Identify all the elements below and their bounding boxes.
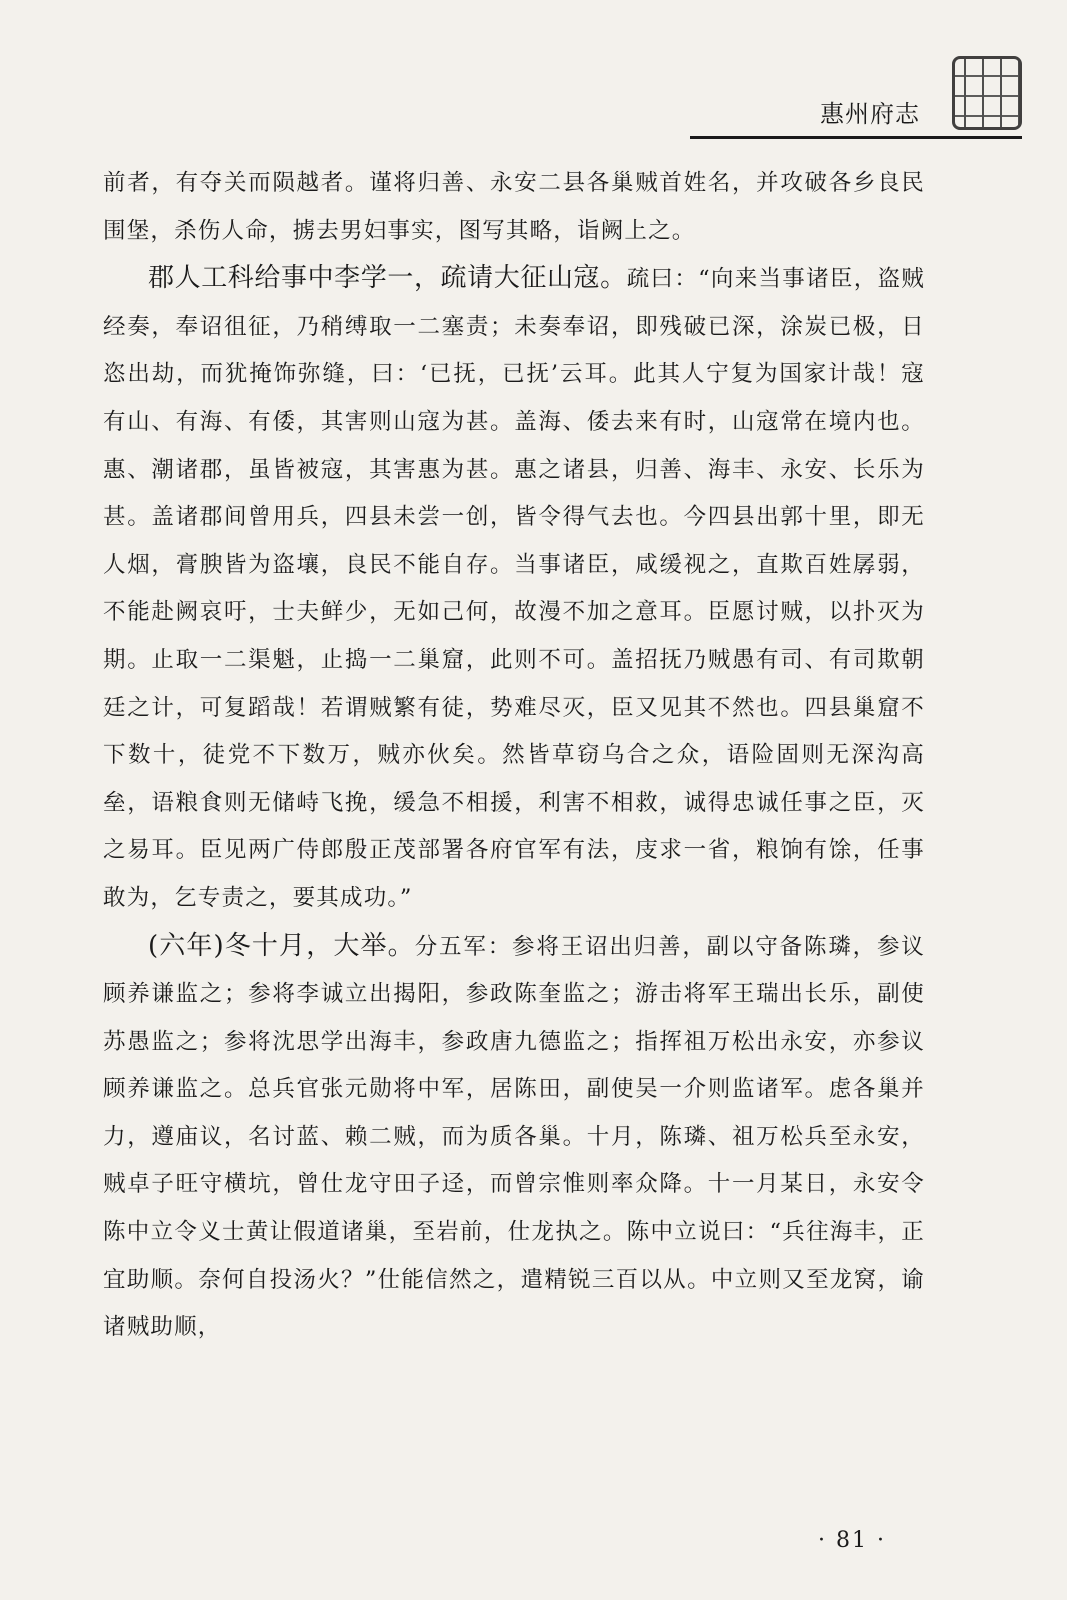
paragraph-text: 前者，有夺关而陨越者。谨将归善、永安二县各巢贼首姓名，并攻破各乡良民围堡，杀伤人命，掳去男妇事实，图写其略，诣阙上之。 bbox=[103, 170, 925, 244]
paragraph bbox=[103, 255, 925, 922]
paragraph-continued bbox=[103, 160, 925, 255]
header-rule bbox=[690, 136, 1022, 139]
seal-stamp-icon bbox=[952, 56, 1022, 130]
paragraph-lead: 郡人工科给事中李学一，疏请大征山寇。 bbox=[148, 263, 627, 294]
page-number: · 81 · bbox=[818, 1528, 886, 1553]
paragraph-text: 分五军：参将王诏出归善，副以守备陈璘，参议顾养谦监之；参将李诚立出揭阳，参政陈奎监之；游击将军王瑞出长乐，副使苏愚监之；参将沈思学出海丰，参政唐九德监之；指挥祖万松出永安，亦参议顾养谦监之。总兵官张元勋将中军，居陈田，副使吴一介则监诸军。虑各巢并力，遵庙议，名讨蓝、赖二贼，而为质各巢。十月，陈璘、祖万松兵至永安，贼卓子旺守横坑，曾仕龙守田子迳，而曾宗惟则率众降。十一月某日，永安令陈中立令义士黄让假道诸巢，至岩前，仕龙执之。陈中立说曰：“兵往海丰，正宜助顺。奈何自投汤火？”仕能信然之，遣精锐三百以从。中立则又至龙窝，谕诸贼助顺， bbox=[103, 933, 926, 1341]
paragraph-text: 疏曰：“向来当事诸臣，盗贼经奏，奉诏徂征，乃稍缚取一二塞责；未奏奉诏，即残破已深，涂炭已极，日恣出劫，而犹掩饰弥缝，曰：‘已抚，已抚’云耳。此其人宁复为国家计哉！寇有山、有海、有倭，其害则山寇为甚。盖海、倭去来有时，山寇常在境内也。惠、潮诸郡，虽皆被寇，其害惠为甚。惠之诸县，归善、海丰、永安、长乐为甚。盖诸郡间曾用兵，四县未尝一创，皆令得气去也。今四县出郭十里，即无人烟，膏腴皆为盗壤，良民不能自存。当事诸臣，咸缓视之，直欺百姓孱弱，不能赴阙哀吁，士夫鲜少，无如己何，故漫不加之意耳。臣愿讨贼，以扑灭为期。止取一二渠魁，止捣一二巢窟，此则不可。盖招抚乃贼愚有司、有司欺朝廷之计，可复蹈哉！若谓贼繁有徒，势难尽灭，臣又见其不然也。四县巢窟不下数十，徒党不下数万，贼亦伙矣。然皆草窃乌合之众，语险固则无深沟高垒，语粮食则无储峙飞挽，缓急不相援，利害不相救，诚得忠诚任事之臣，灭之易耳。臣见两广侍郎殷正茂部署各府官军有法，庋求一省，粮饷有馀，任事敢为，乞专责之，要其成功。” bbox=[103, 266, 925, 911]
paragraph bbox=[103, 923, 925, 1352]
body-text bbox=[103, 160, 925, 1352]
running-header-title: 惠州府志 bbox=[820, 100, 920, 128]
paragraph-lead: (六年)冬十月，大举。 bbox=[148, 930, 415, 961]
